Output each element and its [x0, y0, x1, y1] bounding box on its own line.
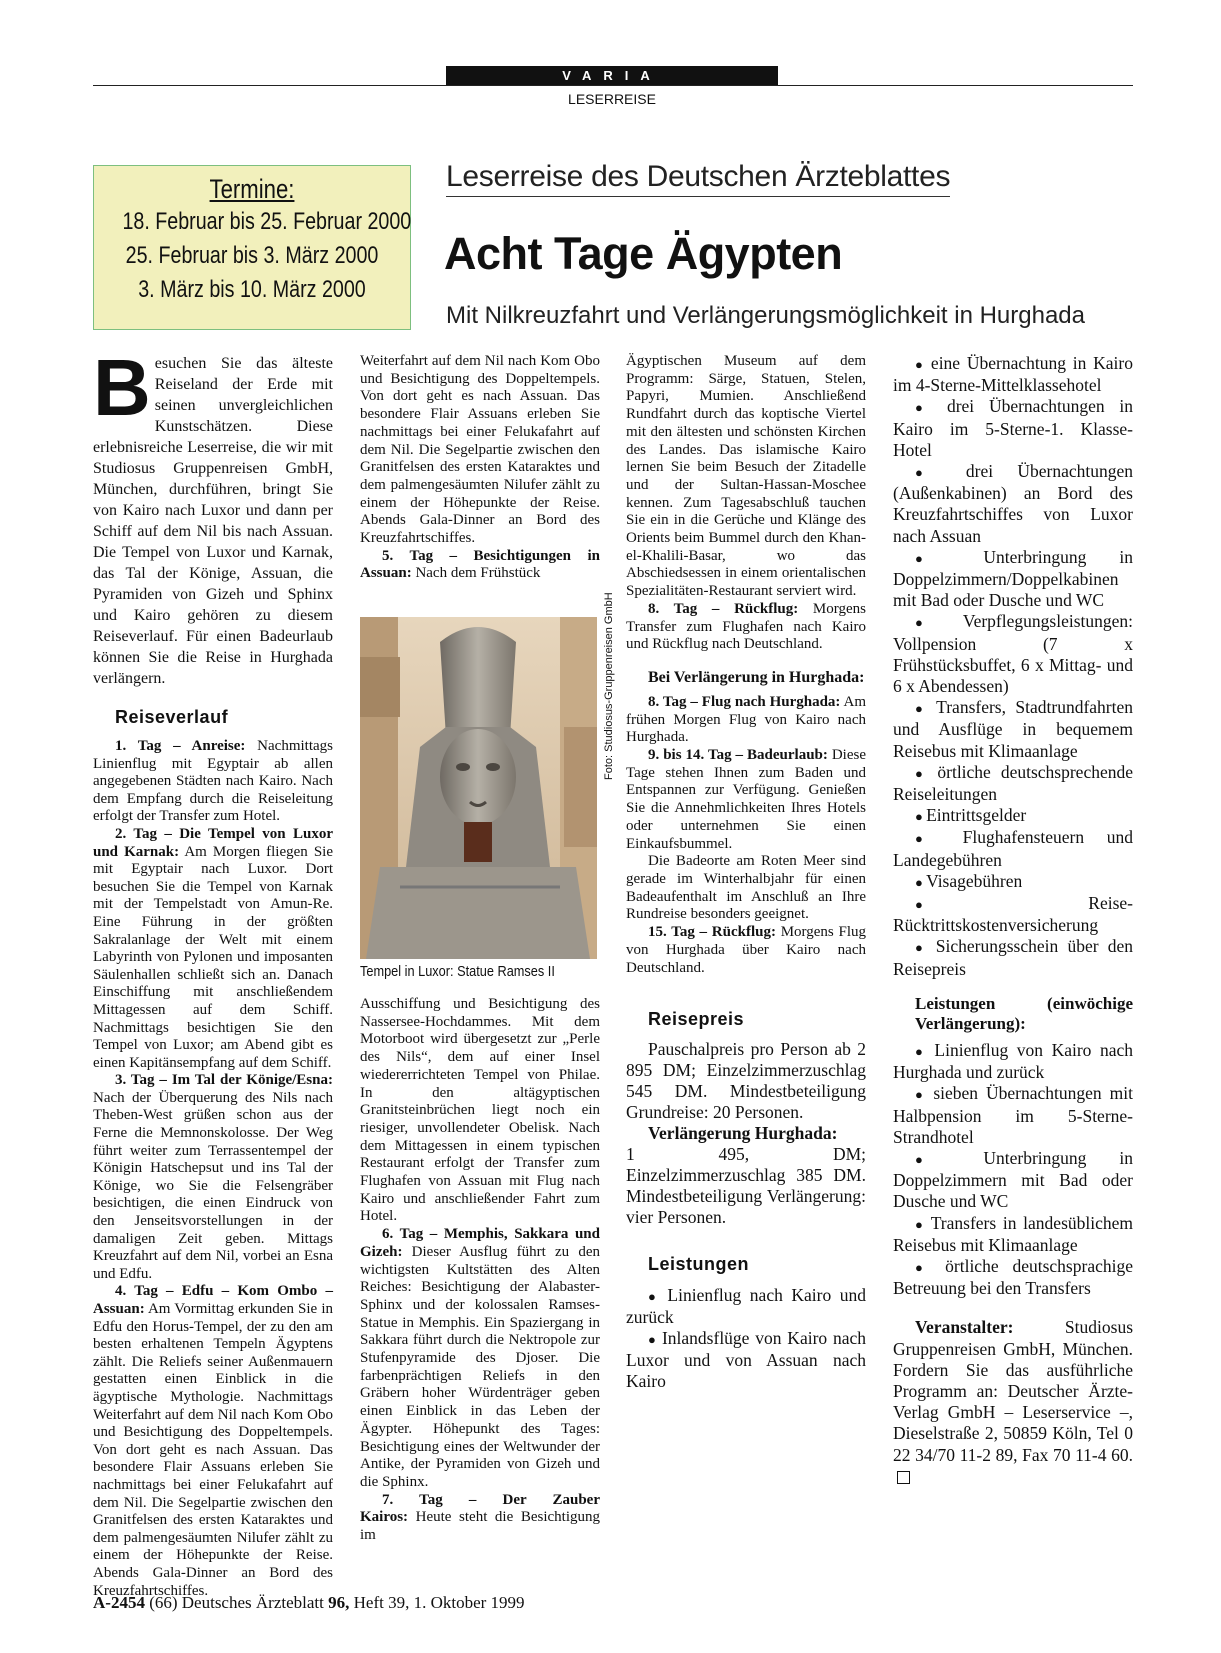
reisepreis-heading: Reisepreis: [648, 1009, 745, 1030]
service-item: ● Unterbringung in Doppelzimmern/Doppelkabinen mit Bad oder Dusche und WC: [893, 547, 1133, 612]
day-paragraph: 8. Tag – Flug nach Hurghada: Am frühen Morgen Flug von Kairo nach Hurghada.: [626, 693, 866, 746]
text-column-2-bottom: [360, 996, 600, 1545]
reiseverlauf-heading: Reiseverlauf: [115, 707, 229, 727]
text-column-1: [93, 343, 333, 1600]
day-paragraph: 6. Tag – Memphis, Sakkara und Gizeh: Dieser Ausflug führt zu den wichtigsten Kultstätten des Alten Reiches: Besichtigung der Alabaster-Sphinx und der kolossalen Ramses-Statue in Memphis. Ein Spaziergang in Sakkara führt durch die Nektropole zur Stufenpyramide des Djoser. Die farbenprächtigen Reliefs in den Gräbern hoher Würdenträger geben einen Einblick in das Leben der Ägypter. Höhepunkt des Tages: Besichtigung eines der Weltwunder der Antike, der Pyramiden von Gizeh und die Sphinx.: [360, 1226, 600, 1490]
price-paragraph: Pauschalpreis pro Person ab 2 895 DM; Einzelzimmerzuschlag 545 DM. Mindestbeteiligung Grundreise: 20 Personen.: [626, 1038, 866, 1122]
service-item: ● Transfers, Stadtrundfahrten und Ausflüge in bequemem Reisebus mit Klimaanlage: [893, 697, 1133, 762]
day4-continuation: Weiterfahrt auf dem Nil nach Kom Obo und Besichtigung des Doppeltempels. Von dort geht es nach Assuan. Das besondere Flair Assuans erleben Sie nachmittags bei einer Felukafahrt auf dem Nil. Die Segelpartie zwischen den Granitfelsen des ersten Kataraktes und dem palmengesäumten Nilufer zählt zu einem der Höhepunkte der Reise. Abends Gala-Dinner an Bord des Kreuzfahrtschiffes.: [360, 353, 600, 547]
text-column-4: [893, 353, 1133, 1487]
page-footer: [93, 1593, 525, 1613]
article-kicker: Leserreise des Deutschen Ärzteblattes: [446, 160, 950, 197]
day-paragraph: 3. Tag – Im Tal der Könige/Esna: Nach der Überquerung des Nils nach Theben-West grüßen schon aus der Ferne die Memnonskolosse. Der Weg führt weiter zum Terrassentempel der Königin Hatschepsut und ins Tal der Könige, wo Sie die Felsengräber besichtigen, die einen Eindruck von den Jenseitsvorstellungen in der damaligen Zeit geben. Mittags Kreuzfahrt auf dem Nil, vorbei an Esna und Edfu.: [93, 1072, 333, 1282]
date-line: 18. Februar bis 25. Februar 2000: [122, 208, 412, 235]
extension-service-item: ● Linienflug von Kairo nach Hurghada und zurück: [893, 1040, 1133, 1083]
dropcap: B: [93, 343, 151, 432]
extension-service-item: ● Transfers in landesüblichem Reisebus mit Klimaanlage: [893, 1213, 1133, 1256]
statue-image: [360, 617, 597, 959]
article-title: Acht Tage Ägypten: [444, 228, 843, 279]
price-extension-label: Verlängerung Hurghada:: [648, 1122, 838, 1143]
extension-service-item: ● örtliche deutschsprachige Betreuung bei den Transfers: [893, 1256, 1133, 1299]
column-2-top: [360, 353, 600, 601]
date-line: 25. Februar bis 3. März 2000: [125, 242, 379, 269]
day5-continuation: Ausschiffung und Besichtigung des Nassersee-Hochdammes. Mit dem Motorboot wird übergesetzt zur „Perle des Nils“, dem auf einer Insel wiedererrichteten Tempel von Philae. In den altägyptischen Granitsteinbrüchen liegt noch ein riesiger, unvollendeter Obelisk. Nach dem Mittagessen in einem typischen Restaurant erfolgt der Transfer zum Flughafen von Assuan mit Flug nach Kairo und anschließender Fahrt zum Hotel.: [360, 996, 600, 1225]
date-line: 3. März bis 10. März 2000: [138, 276, 366, 303]
day-paragraph: Die Badeorte am Roten Meer sind gerade im Winterhalbjahr für einen Badeaufenthalt im Anschluß an Ihre Rundreise besonders geeignet.: [626, 853, 866, 923]
header-rule: [93, 85, 1133, 86]
service-item: ● eine Übernachtung in Kairo im 4-Sterne-Mittelklassehotel: [893, 353, 1133, 396]
service-item: ● örtliche deutschsprechende Reiseleitungen: [893, 762, 1133, 805]
service-item: ● Verpflegungsleistungen: Vollpension (7 x Frühstücksbuffet, 6 x Mittag- und 6 x Abendessen): [893, 611, 1133, 697]
organizer-paragraph: Veranstalter: Studiosus Gruppenreisen GmbH, München. Fordern Sie das ausführliche Programm an: Deutscher Ärzte-Verlag GmbH – Leserservice –, Dieselstraße 2, 50859 Köln, Tel 0 22 34/70 11-2 89, Fax 70 11-4 60.: [893, 1317, 1133, 1487]
intro-paragraph: Besuchen Sie das älteste Reiseland der Erde mit seinen unvergleichlichen Kunstschätzen. Diese erlebnisreiche Leserreise, die wir mit Studiosus Gruppenreisen GmbH, München, durchführen, bringt Sie von Kairo nach Luxor und dann per Schiff auf dem Nil bis nach Assuan. Die Tempel von Luxor und Karnak, das Tal der Könige, Assuan, die Pyramiden von Gizeh und Sphinx und Kairo gehören zu diesem Reiseverlauf. Für einen Badeurlaub können Sie die Reise in Hurghada verlängern.: [93, 343, 333, 687]
day-paragraph: 8. Tag – Rückflug: Morgens Transfer zum Flughafen nach Kairo und Rückflug nach Deutschland.: [626, 600, 866, 653]
day-paragraph: 7. Tag – Der Zauber Kairos: Heute steht die Besichtigung im: [360, 1491, 600, 1544]
footer-journal: (66) Deutsches Ärzteblatt: [144, 1593, 329, 1612]
extension-heading: Bei Verlängerung in Hurghada:: [648, 668, 865, 686]
day-paragraph: 5. Tag – Besichtigungen in Assuan: Nach dem Frühstück: [360, 547, 600, 582]
service-item: ● Reise-Rücktrittskostenversicherung: [893, 893, 1133, 936]
article-subtitle: Mit Nilkreuzfahrt und Verlängerungsmöglichkeit in Hurghada: [446, 302, 1085, 329]
leistungen-heading: Leistungen: [648, 1253, 750, 1274]
dates-heading: Termine:: [209, 174, 295, 204]
photo-caption: Tempel in Luxor: Statue Ramses II: [360, 963, 555, 980]
day-paragraph: 9. bis 14. Tag – Badeurlaub: Diese Tage stehen Ihnen zum Baden und Entspannen zur Verfügung. Genießen Sie die Annehmlichkeiten Ihres Hotels oder unternehmen Sie einen Einkaufsbummel.: [626, 747, 866, 852]
day-paragraph: 4. Tag – Edfu – Kom Ombo – Assuan: Am Vormittag erkunden Sie in Edfu den Horus-Tempel, der zu den am besten erhaltenen Tempeln Ägyptens zählt. Die Reliefs seiner Außenmauern gestatten einen Einblick in die ägyptische Mythologie. Nachmittags Weiterfahrt auf dem Nil nach Kom Obo und Besichtigung des Doppeltempels. Von dort geht es nach Assuan. Das besondere Flair Assuans erleben Sie nachmittags bei einer Felukafahrt auf dem Nil. Die Segelpartie zwischen den Granitfelsen des ersten Kataraktes und dem palmengesäumten Nilufer zählt zu einem der Höhepunkte der Reise. Abends Gala-Dinner an Bord des Kreuzfahrtschiffes.: [93, 1283, 333, 1599]
service-item: ● Linienflug nach Kairo und zurück: [626, 1285, 866, 1328]
service-item: ● drei Übernachtungen (Außenkabinen) an Bord des Kreuzfahrtschiffes von Luxor nach Assuan: [893, 461, 1133, 547]
footer-volume: 96,: [328, 1593, 350, 1612]
service-item: ● Flughafensteuern und Landegebühren: [893, 827, 1133, 870]
day-paragraph: 1. Tag – Anreise: Nachmittags Linienflug mit Egyptair ab allen angegebenen Städten nach Kairo. Nach dem Empfang durch die Reiseleitung erfolgt der Transfer zum Hotel.: [93, 738, 333, 825]
subsection-label: LESERREISE: [568, 91, 656, 107]
page-number: A-2454: [93, 1593, 145, 1612]
service-item: ● Eintrittsgelder: [893, 805, 1133, 827]
section-bar: VARIA: [446, 66, 778, 85]
extension-services-heading: Leistungen (einwöchige Verlängerung):: [915, 993, 1133, 1033]
service-item: ● Sicherungsschein über den Reisepreis: [893, 936, 1133, 979]
dates-box: [93, 165, 411, 330]
price-extension-text: 1 495, DM; Einzelzimmerzuschlag 385 DM. Mindestbeteiligung Verlängerung: vier Personen.: [626, 1143, 866, 1227]
service-item: ● Visagebühren: [893, 871, 1133, 893]
day-paragraph: 15. Tag – Rückflug: Morgens Flug von Hurghada über Kairo nach Deutschland.: [626, 924, 866, 976]
extension-service-item: ● sieben Übernachtungen mit Halbpension im 5-Sterne-Strandhotel: [893, 1083, 1133, 1148]
ramses-statue-photo: [360, 617, 597, 959]
text-column-2: [360, 353, 600, 601]
service-item: ● Inlandsflüge von Kairo nach Luxor und von Assuan nach Kairo: [626, 1328, 866, 1392]
photo-credit: Foto: Studiosus-Gruppenreisen GmbH: [603, 592, 615, 780]
end-mark-icon: [897, 1471, 910, 1484]
footer-issue: Heft 39, 1. Oktober 1999: [349, 1593, 525, 1612]
text-column-3: [626, 353, 866, 1392]
day-paragraph: 2. Tag – Die Tempel von Luxor und Karnak: Am Morgen fliegen Sie mit Egyptair nach Luxor. Dort besuchen Sie die Tempel von Karnak mit der Tempelstadt von Amun-Re. Eine Führung in der größten Sakralanlage der Welt mit einem Labyrinth von Pylonen und imposanten Säulenhallen schließt sich an. Danach Einschiffung mit anschließendem Mittagessen auf dem Schiff. Nachmittags besichtigen Sie den Tempel von Luxor; am Abend gibt es einen Kapitänsempfang auf dem Schiff.: [93, 825, 333, 1071]
service-item: ● drei Übernachtungen in Kairo im 5-Sterne-1. Klasse-Hotel: [893, 396, 1133, 461]
extension-service-item: ● Unterbringung in Doppelzimmern mit Bad oder Dusche und WC: [893, 1148, 1133, 1213]
day7-continuation: Ägyptischen Museum auf dem Programm: Särge, Statuen, Stelen, Papyri, Mumien. Anschließend Rundfahrt durch das koptische Viertel mit den ältesten und schönsten Kirchen des Landes. Das islamische Kairo lernen Sie beim Besuch der Zitadelle und der Sultan-Hassan-Moschee kennen. Zum Tagesabschluß tauchen Sie ein in die Gerüche und Klänge des Orients beim Bummel durch den Khan-el-Khalili-Basar, wo das Abschiedsessen in einem orientalischen Spezialitäten-Restaurant serviert wird.: [626, 353, 866, 600]
